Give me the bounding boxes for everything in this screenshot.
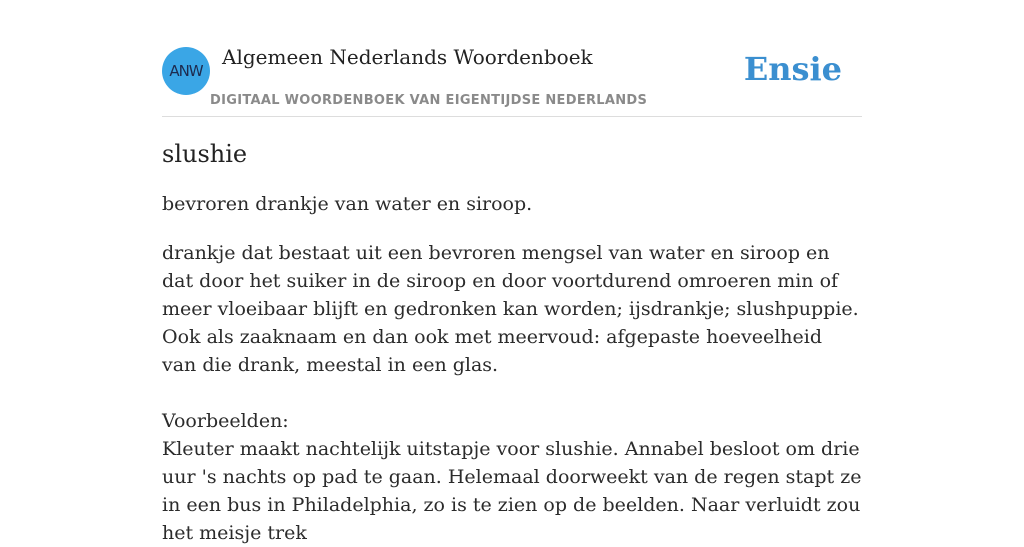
long-definition-block xyxy=(162,239,862,547)
anw-logo[interactable]: ANW xyxy=(162,47,210,95)
short-definition: bevroren drankje van water en siroop. xyxy=(162,193,533,215)
entry-headword: slushie xyxy=(162,140,248,168)
site-subtitle: DIGITAAL WOORDENBOEK VAN EIGENTIJDSE NEDERLANDS xyxy=(210,93,648,108)
additional-note: Ook als zaaknaam en dan ook met meervoud: afgepaste hoeveelheid van die drank, meestal in een glas. xyxy=(162,326,823,376)
site-header xyxy=(162,0,862,117)
page-content xyxy=(162,0,862,544)
ensie-brand-logo[interactable]: Ensie xyxy=(743,50,842,88)
long-definition: drankje dat bestaat uit een bevroren mengsel van water en siroop en dat door het suiker in de siroop en door voortdurend omroeren min of meer vloeibaar blijft en gedronken kan worden; ijsdrankje; slushpuppie. xyxy=(162,242,859,320)
example-text: Kleuter maakt nachtelijk uitstapje voor slushie. Annabel besloot om drie uur 's nachts op pad te gaan. Helemaal doorweekt van de regen stapt ze in een bus in Philadelphia, zo is te zien op de beelden. Naar verluidt zou het meisje trek xyxy=(162,438,862,544)
paragraph-gap xyxy=(162,379,862,407)
site-title[interactable]: Algemeen Nederlands Woordenboek xyxy=(222,45,593,69)
examples-label: Voorbeelden: xyxy=(162,410,289,432)
